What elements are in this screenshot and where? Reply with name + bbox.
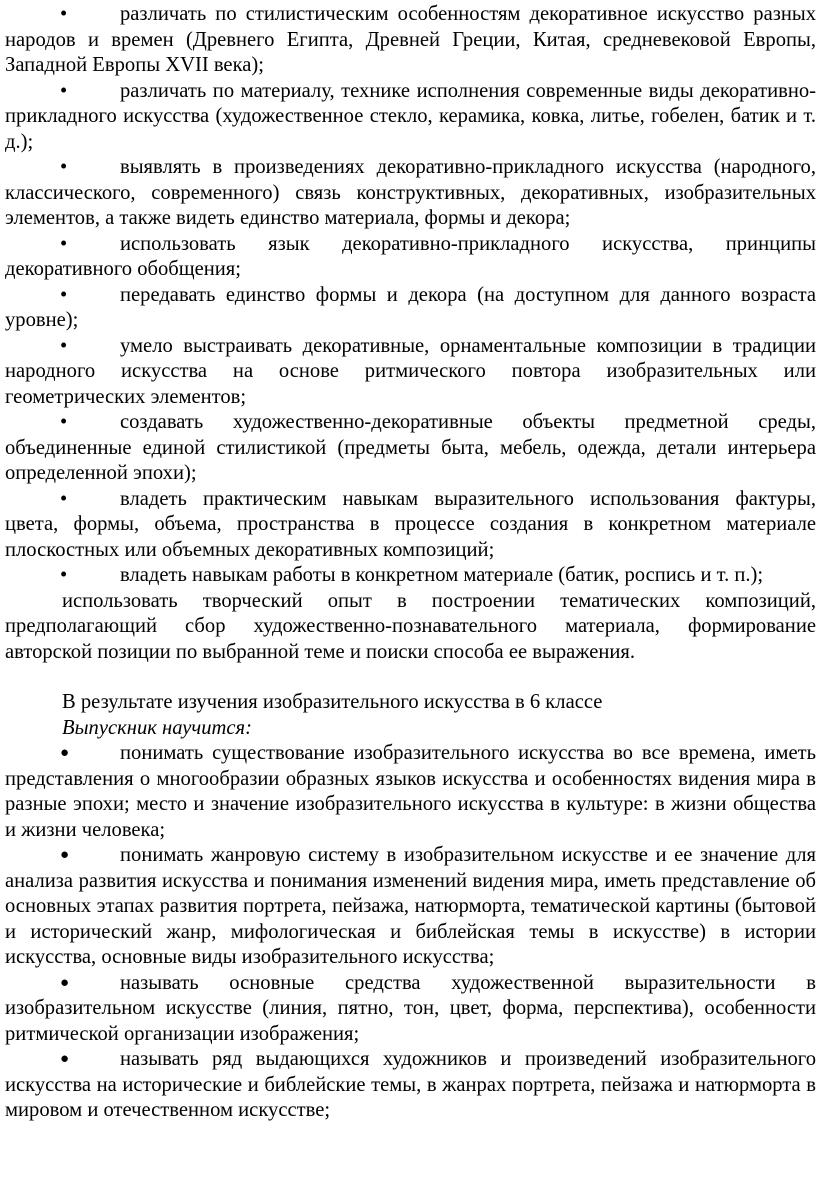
list-item: • умело выстраивать декоративные, орнаментальные композиции в традиции народного искусства на основе ритмического повтора изобразительных или геометрических элементов; xyxy=(5,334,816,408)
list-item: • использовать язык декоративно-прикладного искусства, принципы декоративного обобщения; xyxy=(5,232,816,280)
bullet-icon: • xyxy=(60,156,68,178)
list-item: • выявлять в произведениях декоративно-прикладного искусства (народного, классического, современного) связь конструктивных, декоративных, изобразительных элементов, а также видеть единство материала, формы и декора; xyxy=(5,156,816,229)
section-subheading: Выпускник научится: xyxy=(62,716,252,739)
list-item: ● называть основные средства художественной выразительности в изобразительном искусстве (линия, пятно, тон, цвет, форма, перспектива), особенности ритмической организации изображения; xyxy=(5,971,816,1045)
list-item: • владеть навыкам работы в конкретном материале (батик, роспись и т. п.); xyxy=(5,563,816,589)
bullet-icon: • xyxy=(60,487,68,510)
bullet-icon: • xyxy=(60,79,68,102)
spacer xyxy=(5,665,816,690)
section-heading: В результате изучения изобразительного искусства в 6 классе xyxy=(62,691,603,713)
list-item: • различать по материалу, технике исполнения современные виды декоративно-прикладного искусства (художественное стекло, керамика, ковка, литье, гобелен, батик и т. д.); xyxy=(5,79,816,153)
list-item: ● понимать существование изобразительного искусства во все времена, иметь представления о многообразии образных языков искусства и особенностях видения мира в разные эпохи; место и значение изобразительного искусства в культуре: в жизни общества и жизни человека; xyxy=(5,742,816,841)
bullet-icon: • xyxy=(60,3,68,25)
bullet-icon: ● xyxy=(60,974,70,991)
bullet-icon: ● xyxy=(60,745,70,761)
bullet-icon: • xyxy=(60,232,68,255)
list-item: ● понимать жанровую систему в изобразительном искусстве и ее значение для анализа развития искусства и понимания изменений видения мира, иметь представление об основных этапах развития портрета, пейзажа, натюрморта, тематической картины (бытовой и исторический жанр, мифологическая и библейская темы в искусстве) в истории искусства, основные виды изобразительного искусства; xyxy=(5,844,816,968)
bullet-icon: ● xyxy=(60,847,70,863)
bullet-icon: • xyxy=(60,411,68,433)
list-item: ● называть ряд выдающихся художников и произведений изобразительного искусства на исторические и библейские темы, в жанрах портрета, пейзажа и натюрморта в мировом и отечественном искусстве; xyxy=(5,1048,816,1121)
list-item: • создавать художественно-декоративные объекты предметной среды, объединенные единой стилистикой (предметы быта, мебель, одежда, детали интерьера определенной эпохи); xyxy=(5,411,816,484)
list-item: • владеть практическим навыкам выразительного использования фактуры, цвета, формы, объема, пространства в процессе создания в конкретном материале плоскостных или объемных декоративных композиций; xyxy=(5,487,816,561)
bullet-icon: • xyxy=(60,564,68,586)
section-2 xyxy=(5,690,816,1124)
bullet-icon: ● xyxy=(60,1051,70,1067)
list-item: • различать по стилистическим особенностям декоративное искусство разных народов и времен (Древнего Египта, Древней Греции, Китая, средневековой Европы, Западной Европы XVII века); xyxy=(5,3,816,76)
list-item: • передавать единство формы и декора (на доступном для данного возраста уровне); xyxy=(5,283,816,331)
bullet-icon: • xyxy=(60,283,68,306)
closing-paragraph: использовать творческий опыт в построении тематических композиций, предполагающий сбор художественно-познавательного материала, формирование авторской позиции по выбранной теме и поиски способа ее выражения. xyxy=(5,589,816,663)
bullet-icon: • xyxy=(60,334,68,357)
section-1-list xyxy=(5,2,816,665)
